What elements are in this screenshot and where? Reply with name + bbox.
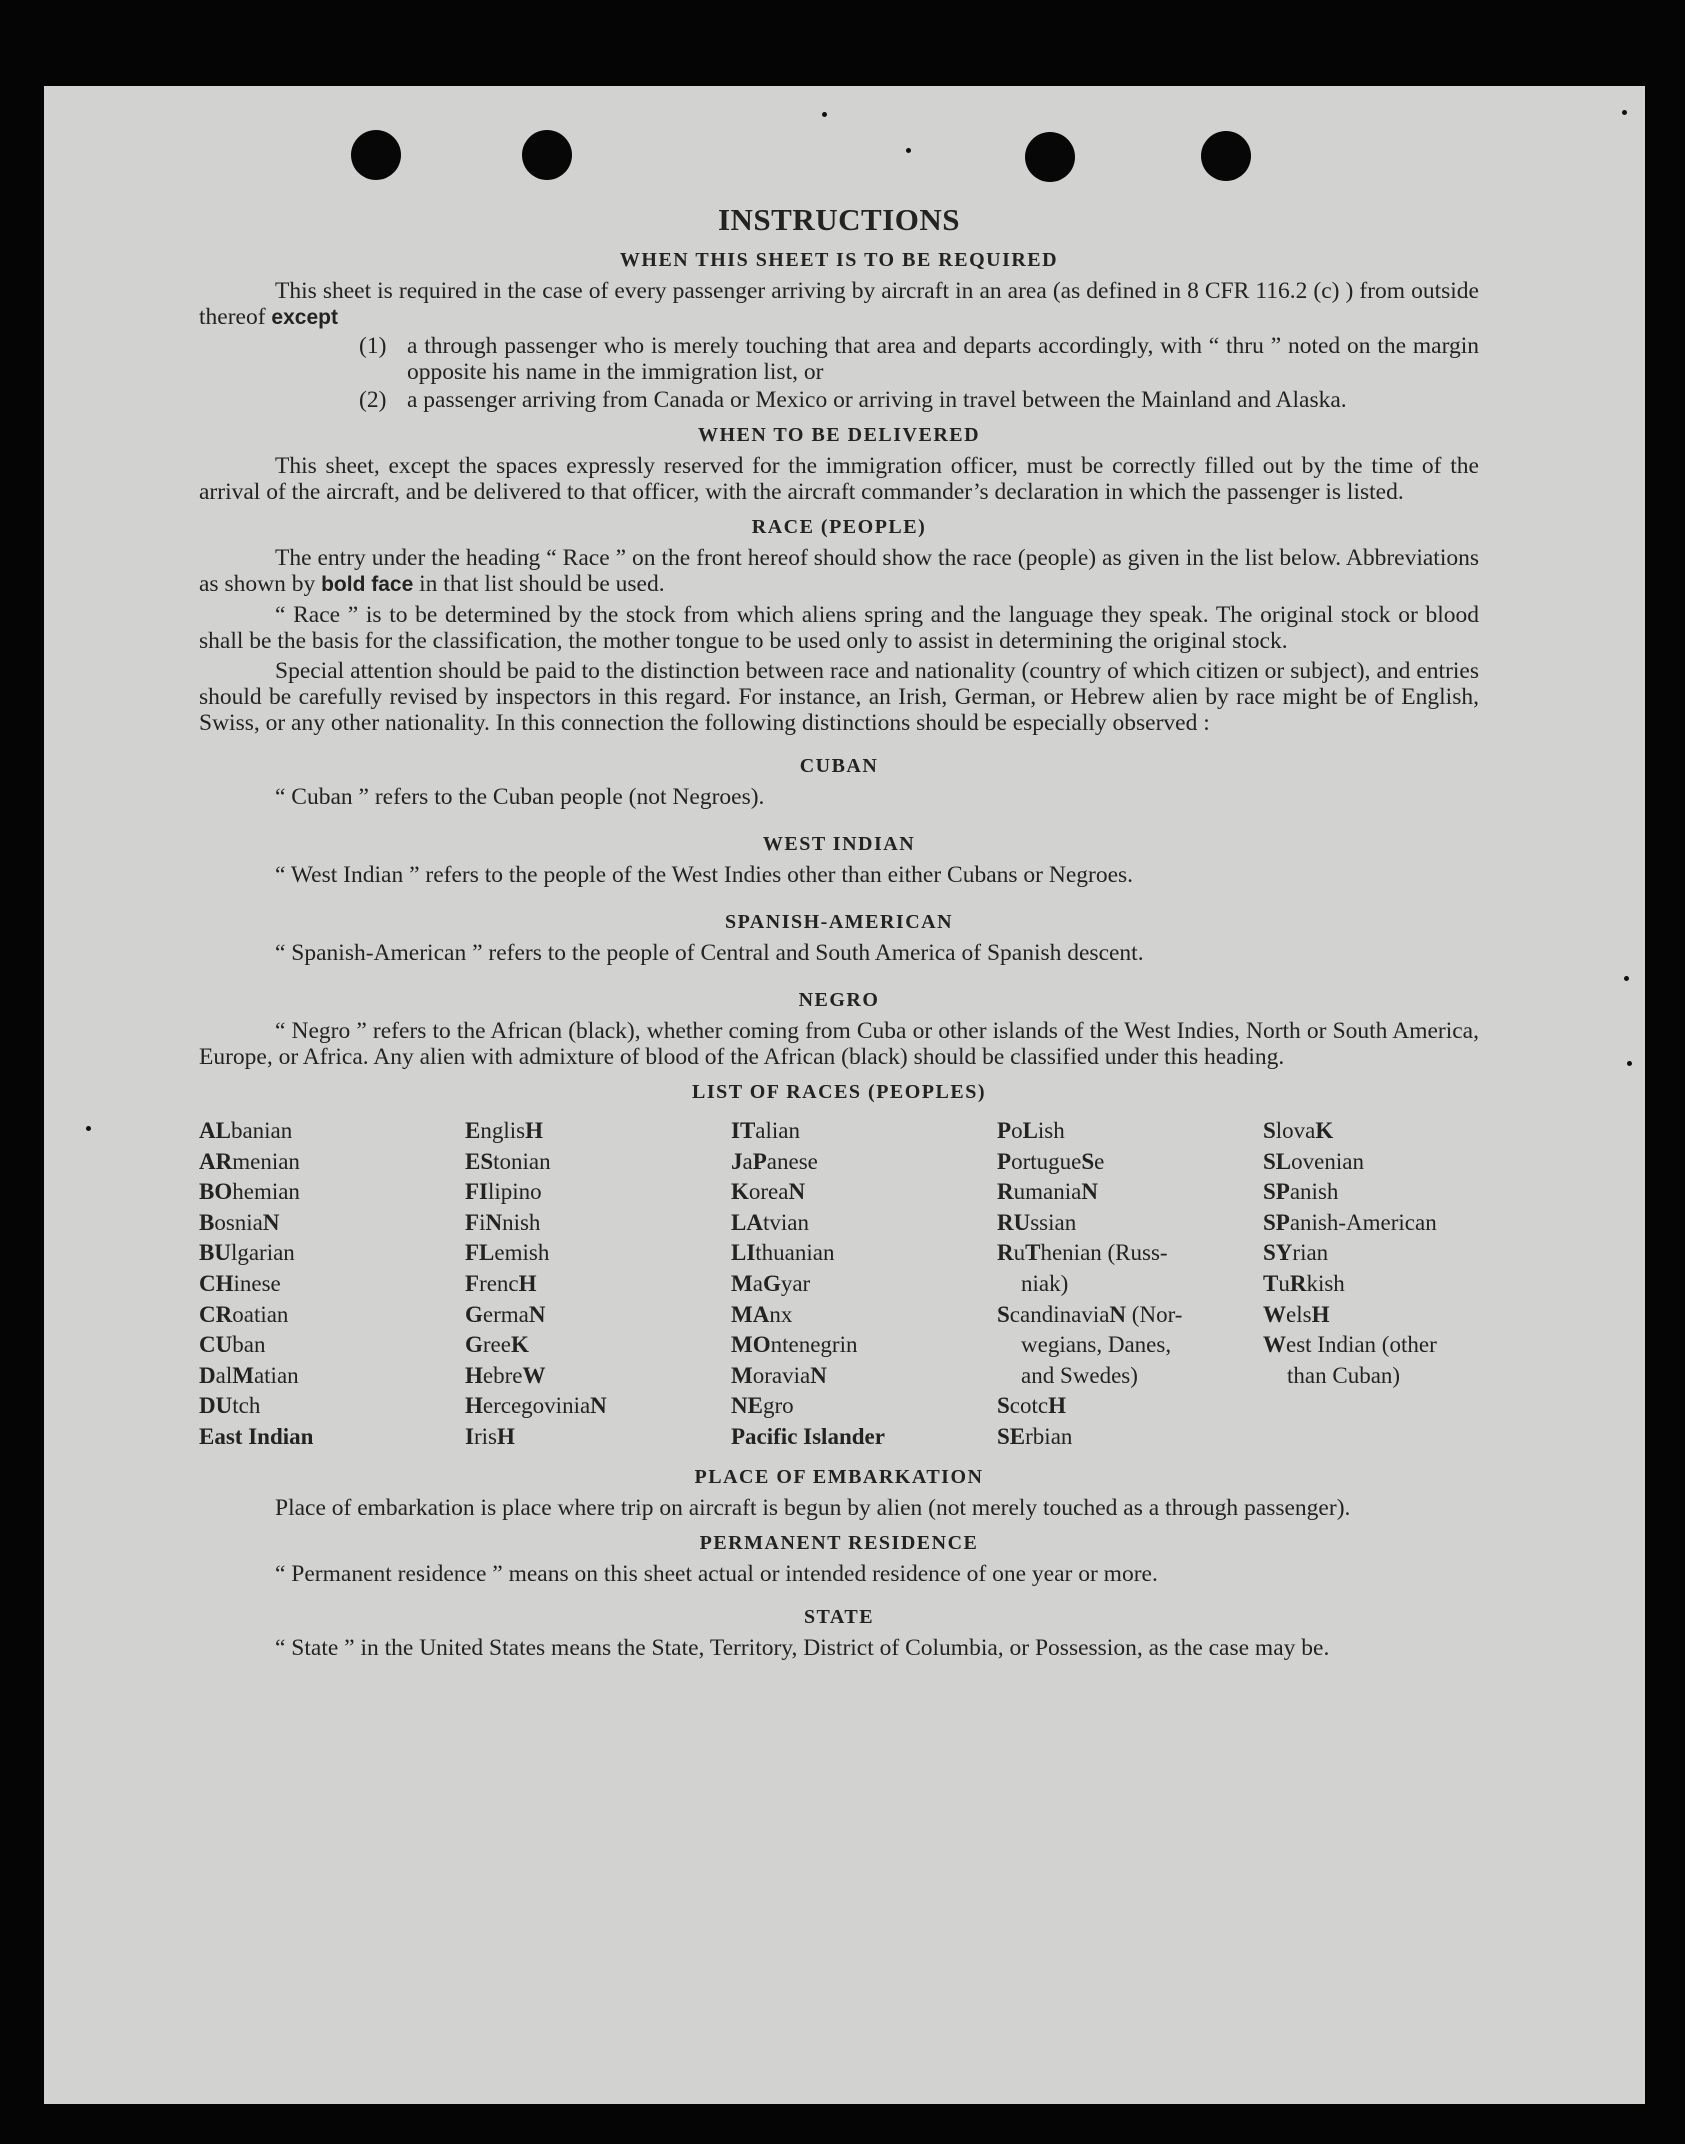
race-entry <box>465 1147 731 1178</box>
race-entry <box>997 1269 1263 1300</box>
speck <box>86 1126 91 1131</box>
race-text: oatian <box>232 1301 289 1327</box>
race-entry <box>997 1300 1263 1331</box>
state-text: “ State ” in the United States means the State, Territory, District of Columbia, or Possession, as the case may be. <box>275 1634 1330 1661</box>
race-text: wegians, Danes, <box>1021 1332 1172 1358</box>
speck <box>822 112 827 117</box>
race-entry <box>731 1238 997 1269</box>
race-abbrev: SY <box>1263 1240 1293 1266</box>
item-number: (1) <box>359 333 387 359</box>
race-text: thuanian <box>755 1240 835 1266</box>
race-text: ebre <box>482 1362 523 1388</box>
race-entry <box>465 1330 731 1361</box>
race-entry <box>1263 1300 1529 1331</box>
race-text: ban <box>232 1332 266 1358</box>
race-text: orea <box>748 1179 789 1205</box>
race-abbrev: T <box>1263 1270 1279 1296</box>
race-abbrev: SP <box>1263 1209 1290 1235</box>
race-abbrev: F <box>465 1270 480 1296</box>
west-indian-text: “ West Indian ” refers to the people of the West Indies other than either Cubans or Negroes. <box>275 862 1134 888</box>
race-abbrev: FI <box>465 1179 488 1205</box>
heading-embarkation: PLACE OF EMBARKATION <box>694 1465 984 1488</box>
race-text: and Swedes) <box>1021 1362 1138 1388</box>
heading-residence: PERMANENT RESIDENCE <box>699 1531 979 1554</box>
race-text: tch <box>232 1393 261 1419</box>
race-text: lgarian <box>230 1240 295 1266</box>
heading-race: RACE (PEOPLE) <box>751 516 927 538</box>
instructions-content <box>199 202 1479 1661</box>
heading-delivered: WHEN TO BE DELIVERED <box>697 424 981 446</box>
race-abbrev: E <box>465 1118 481 1143</box>
race-text: nish <box>502 1209 541 1235</box>
race-text: al <box>215 1362 233 1388</box>
race-text: kish <box>1306 1270 1345 1296</box>
heading-cuban: CUBAN <box>799 755 879 777</box>
race-abbrev: H <box>1311 1301 1330 1327</box>
race-abbrev: CR <box>199 1301 233 1327</box>
required-intro <box>199 278 1479 331</box>
race-text: els <box>1286 1301 1312 1327</box>
race-text: rbian <box>1025 1423 1073 1449</box>
speck <box>1627 1061 1632 1066</box>
race-entry <box>465 1361 731 1392</box>
race-paragraph-3: Special attention should be paid to the distinction between race and nationality (country of which citizen or subject), and entries should be carefully revised by inspectors in this regard. For instance, an Irish, German, or Hebrew alien by race might be of English, Swiss, or any other nationality. In this connection the following distinctions should be especially observed : <box>199 658 1479 736</box>
race-entry <box>199 1238 465 1269</box>
race-entry <box>731 1391 997 1422</box>
race-abbrev: F <box>465 1209 480 1235</box>
race-abbrev: S <box>1263 1118 1276 1143</box>
race-text: o <box>1011 1118 1023 1143</box>
race-entry <box>731 1422 997 1453</box>
page-title: INSTRUCTIONS <box>717 202 960 237</box>
heading-negro: NEGRO <box>798 989 880 1011</box>
race-abbrev: CU <box>199 1332 233 1358</box>
required-intro-except: except <box>271 306 338 329</box>
punch-hole <box>351 130 401 180</box>
race-abbrev: N <box>1081 1179 1098 1205</box>
race-abbrev: SP <box>1263 1179 1290 1205</box>
race-abbrev: P <box>997 1118 1012 1143</box>
races-column <box>199 1116 465 1453</box>
race-abbrev: N <box>1109 1301 1127 1327</box>
race-abbrev: BU <box>199 1240 231 1266</box>
required-exceptions-list <box>359 333 1479 413</box>
list-item <box>359 387 1479 413</box>
race-abbrev: H <box>1048 1393 1066 1419</box>
race-abbrev: G <box>762 1270 781 1296</box>
race-entry <box>199 1147 465 1178</box>
race-abbrev: D <box>199 1362 216 1388</box>
races-column <box>1263 1116 1529 1453</box>
race-text: u <box>1013 1240 1026 1266</box>
races-column <box>997 1116 1263 1453</box>
race-abbrev: W <box>522 1362 546 1388</box>
race-entry <box>997 1177 1263 1208</box>
race-abbrev: N <box>528 1301 546 1327</box>
race-entry <box>731 1300 997 1331</box>
list-item <box>359 333 1479 385</box>
race-abbrev: IT <box>731 1118 756 1143</box>
race-abbrev: S <box>997 1301 1010 1327</box>
race-entry <box>465 1391 731 1422</box>
race-paragraph-2: “ Race ” is to be determined by the stock from which aliens spring and the language they speak. The original stock or blood shall be the basis for the classification, the mother tongue to be used only to assist in determining the original stock. <box>199 602 1479 654</box>
race-entry <box>731 1116 997 1147</box>
race-entry <box>731 1208 997 1239</box>
item-number: (2) <box>359 387 387 413</box>
race-abbrev: M <box>232 1362 254 1388</box>
race-abbrev: G <box>465 1332 483 1358</box>
race-entry <box>731 1177 997 1208</box>
race-entry <box>465 1422 731 1453</box>
race-text: anish-American <box>1289 1209 1437 1235</box>
race-abbrev: M <box>731 1270 753 1296</box>
race-abbrev: R <box>997 1179 1014 1205</box>
cuban-text: “ Cuban ” refers to the Cuban people (not Negroes). <box>275 784 765 810</box>
race-entry <box>997 1208 1263 1239</box>
heading-west-indian: WEST INDIAN <box>762 833 916 855</box>
race-abbrev: CH <box>199 1270 234 1296</box>
race-entry <box>199 1330 465 1361</box>
race-text: u <box>1278 1270 1290 1296</box>
punch-hole <box>1201 131 1251 181</box>
race-text: gro <box>762 1393 794 1419</box>
race-abbrev: SL <box>1263 1148 1292 1174</box>
race-entry <box>199 1177 465 1208</box>
race-entry <box>199 1269 465 1300</box>
race-text: tonian <box>493 1148 551 1174</box>
race-entry <box>1263 1361 1529 1392</box>
race-text: a <box>742 1148 753 1174</box>
race-p1-text-end: in that list should be used. <box>419 571 665 597</box>
race-text: e <box>1094 1148 1105 1174</box>
race-paragraph-1 <box>199 545 1479 598</box>
race-abbrev: H <box>525 1118 543 1143</box>
race-p1-text: The entry under the heading “ Race ” on the front hereof should show the race (people) as given in the list below. Abbreviations as shown by <box>199 545 1479 597</box>
race-entry <box>465 1238 731 1269</box>
race-abbrev: M <box>731 1362 753 1388</box>
race-abbrev: P <box>997 1148 1012 1174</box>
race-abbrev: J <box>731 1148 743 1174</box>
race-text: than Cuban) <box>1287 1362 1401 1388</box>
race-entry <box>1263 1208 1529 1239</box>
race-abbrev: BO <box>199 1179 233 1205</box>
embarkation-text: Place of embarkation is place where trip on aircraft is begun by alien (not merely touched as a through passenger). <box>275 1494 1351 1521</box>
race-abbrev: MA <box>731 1301 770 1327</box>
race-text: (Nor- <box>1126 1301 1183 1327</box>
race-entry <box>465 1269 731 1300</box>
race-abbrev: H <box>518 1270 537 1296</box>
race-entry <box>997 1422 1263 1453</box>
race-text: niak) <box>1021 1270 1069 1296</box>
race-entry <box>1263 1269 1529 1300</box>
race-abbrev: N <box>788 1179 806 1205</box>
race-abbrev: K <box>731 1179 749 1205</box>
races-column <box>465 1116 731 1453</box>
race-abbrev: P <box>752 1148 767 1174</box>
race-entry <box>1263 1116 1529 1147</box>
race-text: lipino <box>488 1179 542 1205</box>
race-text: ris <box>473 1423 497 1449</box>
speck <box>1624 976 1629 981</box>
race-text: banian <box>230 1118 293 1143</box>
speck <box>1622 110 1627 115</box>
race-abbrev: DU <box>199 1393 233 1419</box>
race-entry <box>731 1269 997 1300</box>
race-abbrev: H <box>496 1423 515 1449</box>
negro-text: “ Negro ” refers to the African (black), whether coming from Cuba or other islands of the West Indies, North or South America, Europe, or Africa. Any alien with admixture of blood of the African (black) should be classified under this heading. <box>199 1018 1479 1070</box>
race-abbrev: ES <box>465 1148 494 1174</box>
race-text: rian <box>1292 1240 1329 1266</box>
race-entry <box>465 1116 731 1147</box>
required-intro-text: This sheet is required in the case of every passenger arriving by aircraft in an area (as defined in 8 CFR 116.2 (c) ) from outside thereof <box>199 278 1479 330</box>
race-text: nx <box>769 1301 793 1327</box>
race-abbrev: K <box>1315 1118 1334 1143</box>
race-text: erma <box>482 1301 529 1327</box>
race-entry <box>997 1391 1263 1422</box>
race-entry <box>997 1116 1263 1147</box>
race-entry <box>731 1330 997 1361</box>
race-entry <box>465 1177 731 1208</box>
race-text: ssian <box>1030 1209 1077 1235</box>
punch-hole <box>1025 132 1075 182</box>
race-abbrev: R <box>997 1240 1014 1266</box>
race-entry <box>1263 1177 1529 1208</box>
race-text: ovenian <box>1291 1148 1364 1174</box>
race-entry <box>1263 1238 1529 1269</box>
race-abbrev: East Indian <box>199 1423 314 1449</box>
race-abbrev: N <box>262 1209 280 1235</box>
race-text: anese <box>766 1148 818 1174</box>
race-text: lova <box>1275 1118 1316 1143</box>
race-entry <box>1263 1330 1529 1361</box>
heading-state: STATE <box>803 1605 875 1628</box>
race-entry <box>465 1300 731 1331</box>
races-list <box>199 1116 1479 1453</box>
race-entry <box>199 1391 465 1422</box>
race-abbrev: G <box>465 1301 483 1327</box>
race-text: a <box>752 1270 763 1296</box>
race-text: osnia <box>214 1209 263 1235</box>
race-abbrev: SE <box>997 1423 1026 1449</box>
race-text: ercegovinia <box>482 1393 591 1419</box>
race-text: ortugue <box>1011 1148 1082 1174</box>
residence-text: “ Permanent residence ” means on this sheet actual or intended residence of one year or more. <box>275 1560 1158 1587</box>
delivered-text: This sheet, except the spaces expressly reserved for the immigration officer, must be correctly filled out by the time of the arrival of the aircraft, and be delivered to that officer, with the aircraft commander’s declaration in which the passenger is listed. <box>199 453 1479 505</box>
race-entry <box>199 1116 465 1147</box>
race-abbrev: FL <box>465 1240 495 1266</box>
race-abbrev: R <box>1289 1270 1307 1296</box>
race-abbrev: N <box>485 1209 503 1235</box>
race-abbrev: L <box>1022 1118 1038 1143</box>
race-abbrev: W <box>1263 1332 1286 1358</box>
spanish-american-text: “ Spanish-American ” refers to the people of Central and South America of Spanish descent. <box>275 940 1144 966</box>
race-text: candinavia <box>1009 1301 1110 1327</box>
race-text: yar <box>780 1270 811 1296</box>
race-text: hemian <box>232 1179 300 1205</box>
race-abbrev: AR <box>199 1148 233 1174</box>
race-text: i <box>479 1209 486 1235</box>
race-entry <box>997 1330 1263 1361</box>
race-abbrev: LI <box>731 1240 756 1266</box>
punch-hole <box>522 130 572 180</box>
race-text: umania <box>1013 1179 1082 1205</box>
race-abbrev: T <box>1025 1240 1041 1266</box>
race-text: ish <box>1037 1118 1065 1143</box>
race-abbrev: S <box>997 1393 1010 1419</box>
race-abbrev: K <box>510 1332 529 1358</box>
race-entry <box>199 1208 465 1239</box>
heading-required: WHEN THIS SHEET IS TO BE REQUIRED <box>619 249 1059 271</box>
race-abbrev: NE <box>731 1393 763 1419</box>
item-text: a through passenger who is merely touching that area and departs accordingly, with “ thru ” noted on the margin opposite his name in the immigration list, or <box>407 333 1479 385</box>
race-text: renc <box>479 1270 519 1296</box>
speck <box>906 148 911 153</box>
race-text: inese <box>233 1270 281 1296</box>
heading-list-of-races: LIST OF RACES (PEOPLES) <box>691 1081 986 1103</box>
race-abbrev: W <box>1263 1301 1286 1327</box>
race-text: emish <box>494 1240 550 1266</box>
race-abbrev: B <box>199 1209 215 1235</box>
race-text: ntenegrin <box>770 1332 858 1358</box>
race-text: oravia <box>752 1362 811 1388</box>
bold-face-label: bold face <box>321 573 414 596</box>
race-entry <box>199 1300 465 1331</box>
race-entry <box>997 1361 1263 1392</box>
race-text: nglis <box>480 1118 526 1143</box>
race-text: anish <box>1289 1179 1339 1205</box>
race-abbrev: LA <box>731 1209 763 1235</box>
race-abbrev: Pacific Islander <box>731 1423 885 1449</box>
races-column <box>731 1116 997 1453</box>
race-entry <box>731 1147 997 1178</box>
race-text: ree <box>482 1332 511 1358</box>
race-entry <box>199 1361 465 1392</box>
race-entry <box>997 1147 1263 1178</box>
race-text: henian (Russ- <box>1040 1240 1168 1266</box>
race-entry <box>199 1422 465 1453</box>
race-abbrev: S <box>1081 1148 1095 1174</box>
race-text: menian <box>232 1148 300 1174</box>
race-entry <box>465 1208 731 1239</box>
race-abbrev: I <box>465 1423 474 1449</box>
race-entry <box>731 1361 997 1392</box>
race-abbrev: N <box>810 1362 827 1388</box>
race-abbrev: AL <box>199 1118 231 1143</box>
race-text: cotc <box>1009 1393 1049 1419</box>
race-entry <box>1263 1147 1529 1178</box>
race-abbrev: H <box>465 1362 483 1388</box>
race-abbrev: RU <box>997 1209 1031 1235</box>
race-abbrev: H <box>465 1393 483 1419</box>
race-text: est Indian (other <box>1286 1332 1437 1358</box>
race-entry <box>997 1238 1263 1269</box>
race-abbrev: N <box>590 1393 607 1419</box>
document-sheet <box>44 86 1645 2104</box>
race-abbrev: MO <box>731 1332 771 1358</box>
race-text: atian <box>253 1362 299 1388</box>
heading-spanish-american: SPANISH-AMERICAN <box>724 911 954 933</box>
race-text: alian <box>755 1118 800 1143</box>
item-text: a passenger arriving from Canada or Mexico or arriving in travel between the Mainland and Alaska. <box>407 387 1347 413</box>
race-text: tvian <box>762 1209 809 1235</box>
